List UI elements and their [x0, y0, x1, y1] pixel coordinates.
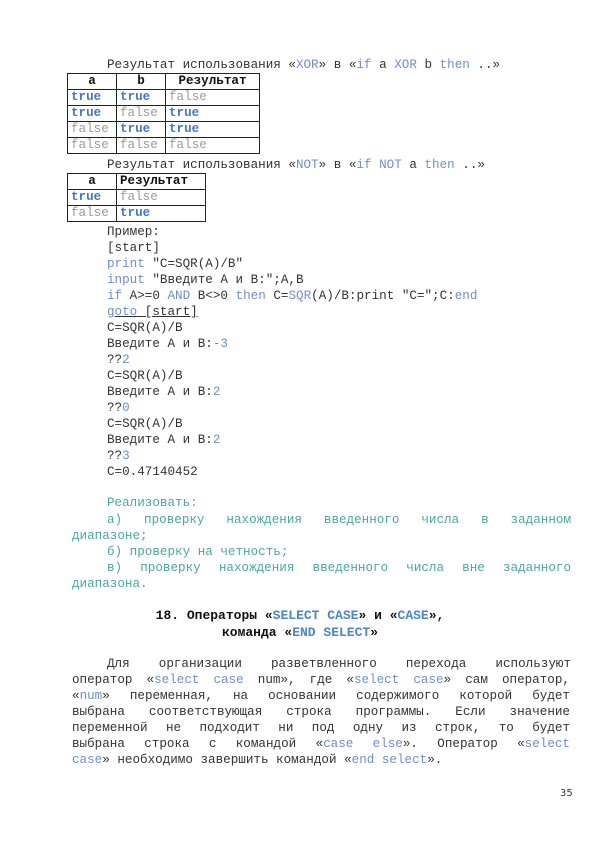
- table-row: [68, 138, 260, 154]
- header-b: b: [117, 74, 166, 90]
- heading-text-end: »,: [428, 608, 445, 623]
- table-row: [68, 190, 206, 206]
- para-text: ». Оператор «: [402, 737, 525, 751]
- table-cell: true: [166, 106, 260, 122]
- and-keyword: AND: [167, 289, 191, 303]
- para-text: выбрана строка с командой «: [72, 737, 324, 751]
- table-cell: false: [68, 138, 117, 154]
- goto-keyword: goto: [107, 305, 138, 319]
- table-row: [68, 122, 260, 138]
- task-item-a-cont: диапазоне;: [72, 529, 148, 543]
- end-select-keyword: end select: [351, 753, 428, 767]
- table-cell: true: [117, 122, 166, 138]
- task-item-c-text: в) проверку нахождения введенного числа вне заданного: [107, 561, 571, 575]
- heading-text: команда «: [221, 625, 293, 640]
- output-num: 3: [122, 449, 130, 463]
- output-num: 0: [122, 401, 130, 415]
- var-b: b: [416, 58, 440, 72]
- output-num: -3: [212, 337, 228, 351]
- if-keyword: if: [107, 289, 123, 303]
- table-cell: true: [117, 206, 206, 222]
- table-cell: false: [68, 122, 117, 138]
- case-else-keyword: case else: [323, 737, 403, 751]
- output-line: [107, 352, 130, 368]
- table-cell: false: [117, 190, 206, 206]
- para-text: » сам оператор,: [443, 673, 570, 687]
- heading-keyword-case: CASE: [397, 608, 429, 623]
- table-cell: true: [117, 90, 166, 106]
- output-line: [107, 368, 183, 384]
- not-keyword: NOT: [295, 158, 319, 172]
- code-start-label: [start]: [107, 241, 160, 255]
- not-intro-text: Результат использования «: [107, 158, 296, 172]
- table-cell: false: [166, 90, 260, 106]
- code-input-line: [107, 272, 304, 288]
- para-text: Для организации разветвленного перехода используют: [107, 657, 571, 671]
- xor-intro-text: Результат использования «: [107, 58, 296, 72]
- para-line-1: [107, 656, 571, 672]
- section-heading-line2: [0, 624, 600, 641]
- table-cell: false: [68, 206, 117, 222]
- space: [372, 158, 380, 172]
- task-item-b: б) проверку на четность;: [107, 545, 289, 559]
- select-case-keyword: select case: [353, 673, 444, 687]
- xor-keyword: XOR: [295, 58, 319, 72]
- output-line: [107, 384, 220, 400]
- code-print-line: [107, 256, 243, 272]
- para-text: ».: [427, 753, 443, 767]
- output-num: 2: [212, 385, 221, 399]
- output-text: Введите A и B:: [107, 385, 213, 399]
- para-text: » необходимо завершить командой «: [102, 753, 352, 767]
- xor-table: [67, 73, 260, 154]
- table-cell: false: [166, 138, 260, 154]
- para-text: «: [72, 689, 80, 703]
- output-num: 2: [122, 353, 130, 367]
- output-text: ??: [107, 401, 123, 415]
- task-item-a-text: а) проверку нахождения введенного числа в заданном: [107, 513, 571, 527]
- not-intro-tail: ..»: [454, 158, 485, 172]
- if-assign: C=: [265, 289, 289, 303]
- then-keyword: then: [424, 158, 455, 172]
- var-a: a: [371, 58, 395, 72]
- then-keyword: then: [235, 289, 266, 303]
- code-goto-line: [107, 304, 198, 320]
- para-text: » переменная, на основании содержимого которой будет: [102, 689, 570, 703]
- table-cell: true: [68, 90, 117, 106]
- task-item-c-cont: диапазона.: [72, 577, 148, 591]
- not-intro-mid: » в «: [318, 158, 357, 172]
- para-line-6: [72, 736, 570, 752]
- heading-keyword-end-select: END SELECT: [292, 625, 371, 640]
- table-cell: false: [117, 106, 166, 122]
- table-cell: true: [68, 190, 117, 206]
- not-op-keyword: NOT: [379, 158, 402, 172]
- xor-table-header: [68, 74, 260, 90]
- select-keyword: select: [524, 737, 570, 751]
- print-keyword: print: [107, 257, 145, 271]
- input-rest: "Введите A и B:";A,B: [144, 273, 304, 287]
- var-a: a: [401, 158, 425, 172]
- output-text: Введите A и B:: [107, 433, 213, 447]
- sqr-keyword: SQR: [288, 289, 312, 303]
- heading-text-end: »: [370, 625, 379, 640]
- output-line: [107, 400, 130, 416]
- output-text: ??: [107, 449, 123, 463]
- if-rest: (A)/B:print "C=";C:: [311, 289, 455, 303]
- para-text: оператор «: [72, 673, 155, 687]
- task-label: Реализовать:: [107, 496, 198, 510]
- table-row: [68, 206, 206, 222]
- header-result: Результат: [166, 74, 260, 90]
- task-item-c: [107, 560, 571, 576]
- table-row: [68, 106, 260, 122]
- xor-intro-mid: » в «: [318, 58, 357, 72]
- table-cell: true: [166, 122, 260, 138]
- para-text: num», где «: [243, 673, 354, 687]
- end-keyword: end: [454, 289, 478, 303]
- example-label: Пример:: [107, 225, 160, 239]
- output-text: C=SQR(A)/B: [107, 417, 183, 431]
- not-table-header: [68, 174, 206, 190]
- para-line-7: [72, 752, 442, 768]
- output-text: C=0.47140452: [107, 465, 198, 479]
- header-a: a: [68, 74, 117, 90]
- output-line: [107, 416, 183, 432]
- output-text: Введите A и B:: [107, 337, 213, 351]
- if-keyword: if: [356, 58, 372, 72]
- header-result: Результат: [117, 174, 206, 190]
- print-rest: "C=SQR(A)/B": [144, 257, 244, 271]
- table-cell: false: [117, 138, 166, 154]
- if-cond: A>=0: [122, 289, 168, 303]
- input-keyword: input: [107, 273, 145, 287]
- code-if-line: [107, 288, 477, 304]
- heading-text: 18. Операторы «: [155, 608, 273, 623]
- header-a: a: [68, 174, 117, 190]
- xor-op-keyword: XOR: [394, 58, 417, 72]
- output-text: ??: [107, 353, 123, 367]
- output-text: C=SQR(A)/B: [107, 321, 183, 335]
- heading-text-mid: » и «: [358, 608, 398, 623]
- task-item-a: [107, 512, 571, 528]
- output-line: [107, 336, 228, 352]
- output-text: C=SQR(A)/B: [107, 369, 183, 383]
- output-line: [107, 320, 183, 336]
- para-line-3: [72, 688, 570, 704]
- not-intro: [107, 157, 485, 173]
- output-line: [107, 432, 220, 448]
- para-line-5: [72, 720, 570, 736]
- case-keyword: case: [72, 753, 103, 767]
- then-keyword: then: [439, 58, 470, 72]
- page-number: 35: [560, 788, 573, 799]
- section-heading-line1: [0, 607, 600, 624]
- goto-rest: [start]: [137, 305, 198, 319]
- select-case-keyword: select case: [154, 673, 244, 687]
- heading-keyword-select-case: SELECT CASE: [272, 608, 359, 623]
- output-num: 2: [212, 433, 221, 447]
- para-text: выбрана соответствующая строка программы. Если значение: [72, 705, 570, 719]
- table-row: [68, 90, 260, 106]
- table-cell: true: [68, 106, 117, 122]
- para-text: переменной не подходит ни под одну из строк, то будет: [72, 721, 570, 735]
- if-keyword: if: [356, 158, 372, 172]
- xor-intro-tail: ..»: [469, 58, 501, 72]
- para-line-4: [72, 704, 570, 720]
- para-line-2: [72, 672, 570, 688]
- if-cond2: B<>0: [190, 289, 236, 303]
- not-table: [67, 173, 206, 222]
- xor-intro: [107, 57, 500, 73]
- output-line: [107, 464, 198, 480]
- num-keyword: num: [79, 689, 103, 703]
- output-line: [107, 448, 130, 464]
